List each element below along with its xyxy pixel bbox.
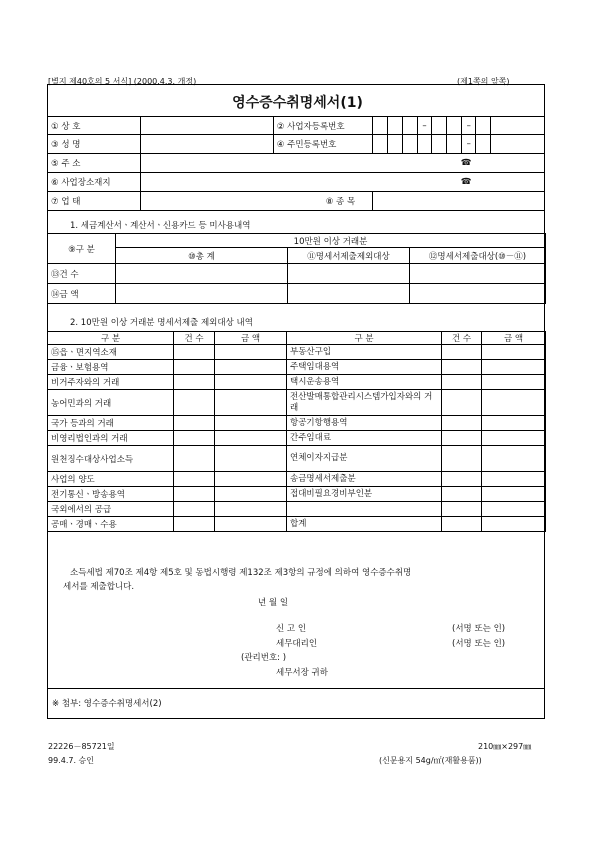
left-count-cell[interactable] [174, 487, 215, 502]
table-row [48, 345, 546, 360]
form-code: 22226－85721일 [48, 742, 115, 751]
right-amount-cell[interactable] [482, 487, 546, 502]
left-count-cell[interactable] [174, 431, 215, 446]
target-amount-cell[interactable] [410, 284, 546, 304]
right-item-label [287, 502, 442, 517]
recipient: 세무서장 귀하 [276, 668, 328, 678]
right-item-label: 전산발매통합관리시스템가입자와의 거래 [287, 390, 442, 416]
excluded-amount-cell[interactable] [288, 284, 410, 304]
col-total: ⑩총 계 [116, 248, 288, 264]
label-over100k: 10만원 이상 거래분 [116, 234, 546, 248]
label-address: ⑤ 주 소 [48, 154, 141, 173]
input-sangho[interactable] [140, 117, 273, 135]
right-item-label: 간주임대료 [287, 431, 442, 446]
left-count-cell[interactable] [174, 345, 215, 360]
left-item-label: 비거주자와의 거래 [48, 375, 174, 390]
right-amount-cell[interactable] [482, 345, 546, 360]
left-item-label: 농어민과의 거래 [48, 390, 174, 416]
left-count-cell[interactable] [174, 472, 215, 487]
filer-label: 신 고 인 [276, 624, 307, 634]
left-item-label: 전기통신ㆍ방송용역 [48, 487, 174, 502]
paper-type: (신문용지 54g/㎡(재활용품)) [379, 756, 482, 765]
left-item-label: 국외에서의 공급 [48, 502, 174, 517]
left-count-cell[interactable] [174, 517, 215, 532]
form-title: 영수증수취명세서(1) [232, 95, 363, 111]
right-count-cell[interactable] [442, 517, 482, 532]
left-item-label: 사업의 양도 [48, 472, 174, 487]
left-item-label: 공매ㆍ경매ㆍ수용 [48, 517, 174, 532]
applicant-info-table: ① 상 호 ② 사업자등록번호 – – ③ 성 명 ④ 주민등록번호 – ⑤ 주 소 ☎ ⑥ 사업장소재지 ☎ ⑦ 업 태 ⑧ 종 목 [47, 116, 545, 211]
right-amount-cell[interactable] [482, 502, 546, 517]
left-amount-cell[interactable] [215, 487, 287, 502]
left-amount-cell[interactable] [215, 431, 287, 446]
table-row [48, 472, 546, 487]
left-amount-cell[interactable] [215, 502, 287, 517]
right-count-cell[interactable] [442, 472, 482, 487]
management-number: (관리번호: ) [241, 653, 287, 663]
left-count-cell[interactable] [174, 360, 215, 375]
table-row [48, 390, 546, 416]
right-count-cell[interactable] [442, 416, 482, 431]
right-item-label: 접대비필요경비부인분 [287, 487, 442, 502]
right-count-cell[interactable] [442, 390, 482, 416]
form-number: [별지 제40호의 5 서식] (2000.4.3. 개정) [48, 77, 197, 86]
date-line: 년 월 일 [258, 598, 289, 608]
left-amount-cell[interactable] [215, 416, 287, 431]
section2-table [47, 331, 546, 532]
right-amount-cell[interactable] [482, 390, 546, 416]
label-amount: ⑭금 액 [48, 284, 116, 304]
target-count-cell[interactable] [410, 264, 546, 284]
left-item-label: ⑮읍ㆍ면지역소재 [48, 345, 174, 360]
left-count-cell[interactable] [174, 390, 215, 416]
label-gubun: ⑨구 분 [48, 234, 116, 264]
input-jongmok[interactable] [372, 192, 544, 211]
left-item-label: 비영리법인과의 거래 [48, 431, 174, 446]
left-amount-cell[interactable] [215, 446, 287, 472]
label-resno: ④ 주민등록번호 [273, 135, 372, 154]
right-count-cell[interactable] [442, 375, 482, 390]
left-item-label: 원천징수대상사업소득 [48, 446, 174, 472]
left-item-label: 국가 등과의 거래 [48, 416, 174, 431]
filer-sign: (서명 또는 인) [452, 624, 506, 634]
right-item-label: 주택임대용역 [287, 360, 442, 375]
excluded-count-cell[interactable] [288, 264, 410, 284]
col-excluded: ⑪명세서제출제외대상 [288, 248, 410, 264]
col-amount-right: 금 액 [482, 332, 546, 345]
attachment-note: ※ 첨부: 영수증수취명세서(2) [52, 699, 162, 709]
right-amount-cell[interactable] [482, 517, 546, 532]
right-item-label: 연체이자지급분 [287, 446, 442, 472]
col-count-left: 건 수 [174, 332, 215, 345]
left-amount-cell[interactable] [215, 472, 287, 487]
left-amount-cell[interactable] [215, 375, 287, 390]
table-row [48, 487, 546, 502]
total-count-cell[interactable] [116, 264, 288, 284]
left-count-cell[interactable] [174, 375, 215, 390]
label-biz-address: ⑥ 사업장소재지 [48, 173, 141, 192]
declaration-line2: 세서를 제출합니다. [63, 582, 135, 592]
phone-icon: ☎ [460, 177, 472, 187]
left-amount-cell[interactable] [215, 517, 287, 532]
right-item-label: 택시운송용역 [287, 375, 442, 390]
col-count-right: 건 수 [442, 332, 482, 345]
declaration-line1: 소득세법 제70조 제4항 제5호 및 동법시행령 제132조 제3항의 규정에 의하여 영수증수취명 [70, 568, 412, 578]
input-upte[interactable] [140, 192, 372, 211]
table-row [48, 517, 546, 532]
table-row [48, 416, 546, 431]
right-count-cell[interactable] [442, 446, 482, 472]
left-count-cell[interactable] [174, 416, 215, 431]
table-row [48, 360, 546, 375]
phone-icon: ☎ [460, 158, 472, 168]
section1-table [47, 233, 546, 304]
label-count: ⑬건 수 [48, 264, 116, 284]
agent-sign: (서명 또는 인) [452, 639, 506, 649]
attachment-divider [47, 688, 545, 689]
right-item-label: 합계 [287, 517, 442, 532]
right-count-cell[interactable] [442, 487, 482, 502]
right-amount-cell[interactable] [482, 431, 546, 446]
col-gubun-left: 구 분 [48, 332, 174, 345]
table-row [48, 502, 546, 517]
left-item-label: 금융ㆍ보험용역 [48, 360, 174, 375]
table-row [48, 375, 546, 390]
right-amount-cell[interactable] [482, 360, 546, 375]
total-amount-cell[interactable] [116, 284, 288, 304]
right-count-cell[interactable] [442, 345, 482, 360]
input-biz-address[interactable] [140, 173, 544, 192]
section1-heading: 1. 세금계산서ㆍ계산서ㆍ신용카드 등 미사용내역 [70, 221, 251, 231]
input-name[interactable] [140, 135, 273, 154]
label-bizno: ② 사업자등록번호 [273, 117, 372, 135]
label-name: ③ 성 명 [48, 135, 141, 154]
left-count-cell[interactable] [174, 502, 215, 517]
section2-heading: 2. 10만원 이상 거래분 명세서제출 제외대상 내역 [70, 318, 253, 328]
label-jongmok: ⑧ 종 목 [325, 197, 356, 207]
paper-size: 210㎜×297㎜ [478, 742, 532, 751]
col-target: ⑫명세서제출대상(⑩－⑪) [410, 248, 546, 264]
col-amount-left: 금 액 [215, 332, 287, 345]
right-amount-cell[interactable] [482, 472, 546, 487]
agent-label: 세무대리인 [276, 639, 318, 649]
col-gubun-right: 구 분 [287, 332, 442, 345]
approval-date: 99.4.7. 승인 [48, 756, 94, 765]
page-indicator: (제1쪽의 앞쪽) [457, 77, 510, 86]
left-amount-cell[interactable] [215, 360, 287, 375]
right-item-label: 부동산구입 [287, 345, 442, 360]
right-amount-cell[interactable] [482, 446, 546, 472]
table-row [48, 431, 546, 446]
label-sangho: ① 상 호 [48, 117, 141, 135]
right-count-cell[interactable] [442, 502, 482, 517]
right-count-cell[interactable] [442, 431, 482, 446]
left-amount-cell[interactable] [215, 390, 287, 416]
left-count-cell[interactable] [174, 446, 215, 472]
input-address[interactable] [140, 154, 544, 173]
right-item-label: 항공기항행용역 [287, 416, 442, 431]
right-amount-cell[interactable] [482, 416, 546, 431]
right-item-label: 송금명세서제출분 [287, 472, 442, 487]
left-amount-cell[interactable] [215, 345, 287, 360]
label-upte: ⑦ 업 태 [48, 192, 141, 211]
right-amount-cell[interactable] [482, 375, 546, 390]
right-count-cell[interactable] [442, 360, 482, 375]
table-row [48, 446, 546, 472]
